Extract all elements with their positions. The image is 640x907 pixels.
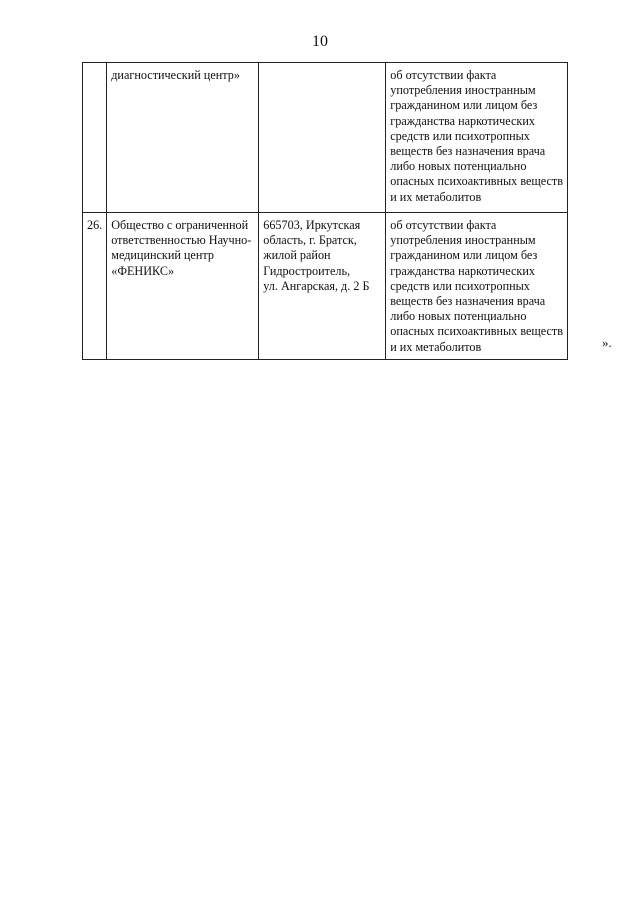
address: 665703, Иркутская область, г. Братск, жилой район Гидростроитель, ул. Ангарская, д. 2 Б [263, 218, 370, 293]
certificate-description: об отсутствии факта употребления иностранным гражданином или лицом без гражданства наркотических средств или психотропных веществ без назначения врача либо новых потенциально опасных психоактивных веществ и их метаболитов [390, 218, 564, 354]
row-number: 26. [87, 218, 103, 232]
description-cell [386, 63, 568, 213]
address-cell [259, 63, 386, 213]
table-row [83, 63, 568, 213]
organization-name-cell [107, 63, 259, 213]
organization-name: Общество с ограниченной ответственностью Научно- медицинский центр «ФЕНИКС» [111, 218, 252, 278]
page-number: 10 [312, 33, 328, 50]
row-number-cell [83, 213, 107, 360]
description-cell [386, 213, 568, 360]
registry-table [82, 62, 568, 360]
organization-name-cell [107, 213, 259, 360]
organization-name: диагностический центр» [111, 68, 240, 82]
closing-quote-mark: ». [602, 335, 612, 350]
row-number-cell [83, 63, 107, 213]
address-cell [259, 213, 386, 360]
table-row [83, 213, 568, 360]
certificate-description: об отсутствии факта употребления иностранным гражданином или лицом без гражданства наркотических средств или психотропных веществ без назначения врача либо новых потенциально опасных психоактивных веществ и их метаболитов [390, 68, 564, 204]
